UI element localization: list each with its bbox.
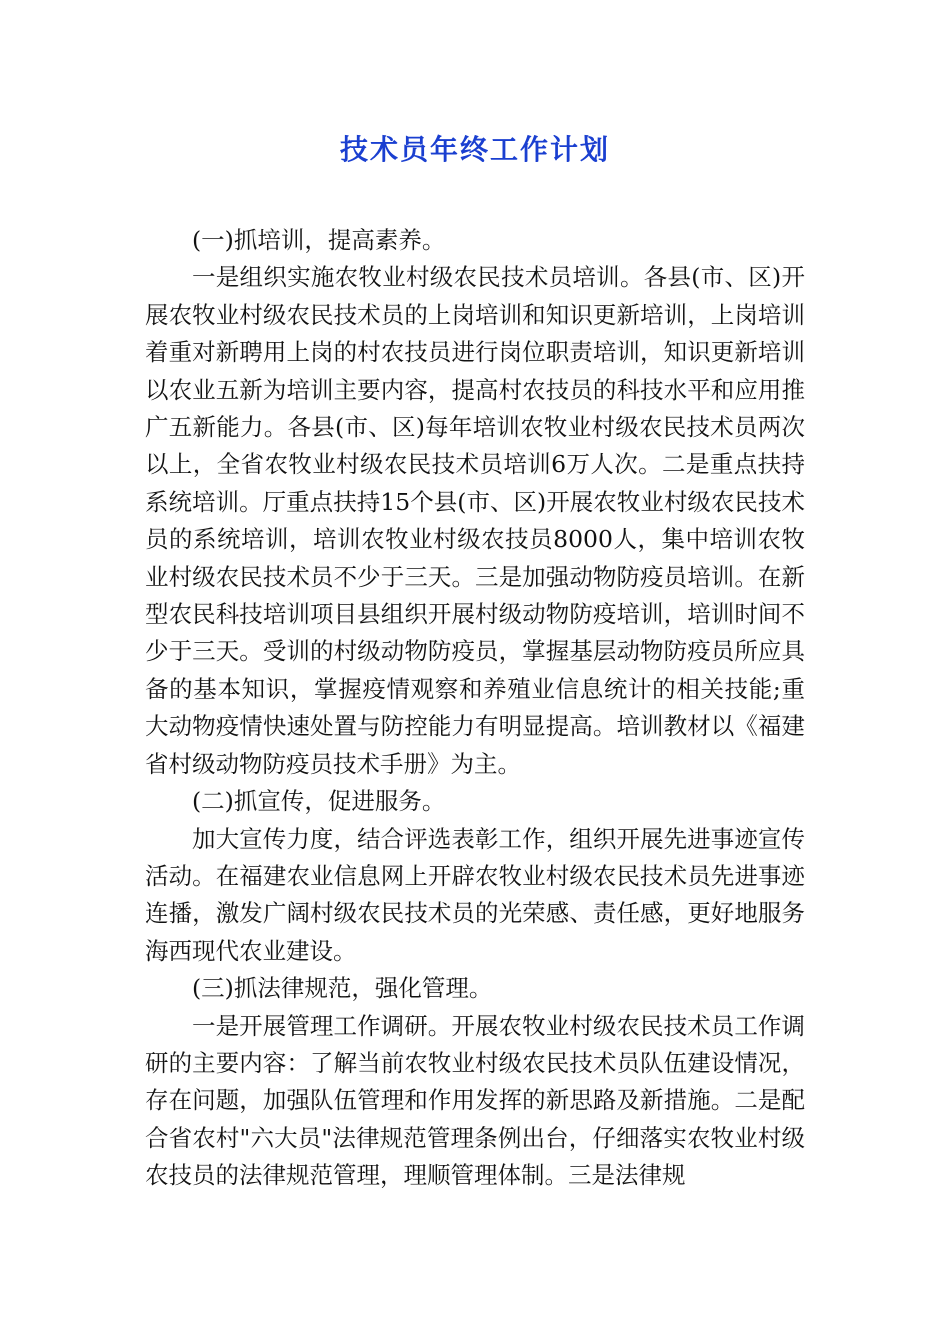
paragraph-training: 一是组织实施农牧业村级农民技术员培训。各县(市、区)开展农牧业村级农民技术员的上岗培训和知识更新培训，上岗培训着重对新聘用上岗的村农技员进行岗位职责培训，知识更新培训以农业五新为培训主要内容，提高村农技员的科技水平和应用推广五新能力。各县(市、区)每年培训农牧业村级农民技术员两次以上，全省农牧业村级农民技术员培训6万人次。二是重点扶持系统培训。厅重点扶持15个县(市、区)开展农牧业村级农民技术员的系统培训，培训农牧业村级农技员8000人，集中培训农牧业村级农民技术员不少于三天。三是加强动物防疫员培训。在新型农民科技培训项目县组织开展村级动物防疫培训，培训时间不少于三天。受训的村级动物防疫员，掌握基层动物防疫员所应具备的基本知识，掌握疫情观察和养殖业信息统计的相关技能;重大动物疫情快速处置与防控能力有明显提高。培训教材以《福建省村级动物防疫员技术手册》为主。 xyxy=(145,263,805,778)
document-title: 技术员年终工作计划 xyxy=(339,133,610,166)
document-body xyxy=(145,222,805,1195)
section-heading-publicity: (二)抓宣传，促进服务。 xyxy=(192,787,446,816)
paragraph-publicity: 加大宣传力度，结合评选表彰工作，组织开展先进事迹宣传活动。在福建农业信息网上开辟农牧业村级农民技术员先进事迹连播，激发广阔村级农民技术员的光荣感、责任感，更好地服务海西现代农业建设。 xyxy=(145,824,805,965)
section-heading-regulation: (三)抓法律规范，强化管理。 xyxy=(192,974,493,1003)
section-heading-training: (一)抓培训，提高素养。 xyxy=(192,226,446,254)
paragraph-regulation: 一是开展管理工作调研。开展农牧业村级农民技术员工作调研的主要内容：了解当前农牧业村级农民技术员队伍建设情况，存在问题，加强队伍管理和作用发挥的新思路及新措施。二是配合省农村"六大员"法律规范管理条例出台，仔细落实农牧业村级农技员的法律规范管理，理顺管理体制。三是法律规 xyxy=(145,1011,805,1190)
